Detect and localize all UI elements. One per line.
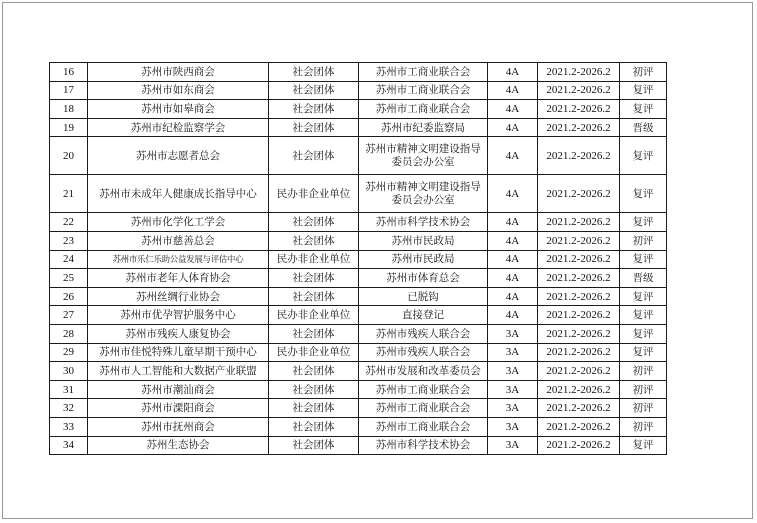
organization-type: 社会团体 [269,118,359,137]
row-number: 33 [50,417,88,436]
validity-period: 2021.2-2026.2 [538,417,620,436]
organization-name: 苏州市如皋商会 [88,100,269,119]
table-row [50,436,667,455]
organization-type: 民办非企业单位 [269,343,359,362]
rating-grade: 3A [488,380,538,399]
organization-type: 民办非企业单位 [269,306,359,325]
organization-type: 社会团体 [269,436,359,455]
supervising-unit: 苏州市工商业联合会 [359,81,488,100]
validity-period: 2021.2-2026.2 [538,100,620,119]
table-row [50,250,667,269]
row-number: 23 [50,231,88,250]
supervising-unit: 苏州市民政局 [359,231,488,250]
rating-grade: 4A [488,269,538,288]
row-number: 24 [50,250,88,269]
evaluation-type: 初评 [620,63,667,82]
rating-grade: 4A [488,287,538,306]
table-row [50,269,667,288]
organization-name: 苏州市化学化工学会 [88,213,269,232]
evaluation-type: 初评 [620,417,667,436]
organization-name: 苏州市溧阳商会 [88,399,269,418]
row-number: 31 [50,380,88,399]
organization-type: 社会团体 [269,417,359,436]
supervising-unit: 苏州市残疾人联合会 [359,324,488,343]
supervising-unit: 苏州市工商业联合会 [359,399,488,418]
validity-period: 2021.2-2026.2 [538,63,620,82]
row-number: 30 [50,362,88,381]
organization-type: 社会团体 [269,362,359,381]
supervising-unit: 苏州市工商业联合会 [359,63,488,82]
organization-name: 苏州市纪检监察学会 [88,118,269,137]
organization-name: 苏州市陕西商会 [88,63,269,82]
supervising-unit: 苏州市民政局 [359,250,488,269]
organization-name: 苏州市未成年人健康成长指导中心 [88,175,269,213]
evaluation-type: 初评 [620,399,667,418]
table-row [50,100,667,119]
evaluation-type: 复评 [620,306,667,325]
organization-type: 社会团体 [269,81,359,100]
validity-period: 2021.2-2026.2 [538,306,620,325]
organization-name: 苏州市老年人体育协会 [88,269,269,288]
supervising-unit: 苏州市精神文明建设指导委员会办公室 [359,137,488,175]
row-number: 20 [50,137,88,175]
table-row [50,118,667,137]
organization-name: 苏州市如东商会 [88,81,269,100]
rating-grade: 3A [488,324,538,343]
rating-grade: 3A [488,436,538,455]
table-row [50,81,667,100]
validity-period: 2021.2-2026.2 [538,287,620,306]
evaluation-type: 复评 [620,343,667,362]
rating-grade: 4A [488,81,538,100]
rating-grade: 4A [488,175,538,213]
rating-grade: 3A [488,399,538,418]
rating-grade: 4A [488,63,538,82]
validity-period: 2021.2-2026.2 [538,81,620,100]
table-row [50,417,667,436]
evaluation-type: 初评 [620,231,667,250]
organization-name: 苏州市残疾人康复协会 [88,324,269,343]
row-number: 27 [50,306,88,325]
organization-name: 苏州生态协会 [88,436,269,455]
table-row [50,137,667,175]
table-row [50,213,667,232]
supervising-unit: 苏州市残疾人联合会 [359,343,488,362]
validity-period: 2021.2-2026.2 [538,213,620,232]
validity-period: 2021.2-2026.2 [538,231,620,250]
organization-type: 社会团体 [269,213,359,232]
validity-period: 2021.2-2026.2 [538,380,620,399]
supervising-unit: 已脱钩 [359,287,488,306]
organization-name: 苏州市抚州商会 [88,417,269,436]
table-row [50,399,667,418]
evaluation-type: 初评 [620,362,667,381]
evaluation-type: 复评 [620,250,667,269]
validity-period: 2021.2-2026.2 [538,269,620,288]
rating-grade: 4A [488,137,538,175]
organization-name: 苏州市优孕智护服务中心 [88,306,269,325]
row-number: 17 [50,81,88,100]
organization-type: 社会团体 [269,287,359,306]
supervising-unit: 苏州市科学技术协会 [359,213,488,232]
supervising-unit: 苏州市工商业联合会 [359,100,488,119]
row-number: 21 [50,175,88,213]
organization-type: 社会团体 [269,269,359,288]
rating-grade: 4A [488,250,538,269]
row-number: 26 [50,287,88,306]
organization-type: 社会团体 [269,380,359,399]
rating-grade: 4A [488,118,538,137]
row-number: 32 [50,399,88,418]
table-row [50,175,667,213]
validity-period: 2021.2-2026.2 [538,436,620,455]
row-number: 22 [50,213,88,232]
organization-type: 社会团体 [269,399,359,418]
table-row [50,231,667,250]
organization-type: 社会团体 [269,231,359,250]
organization-name: 苏州市慈善总会 [88,231,269,250]
organization-rating-table [49,62,667,455]
organization-name: 苏州市志愿者总会 [88,137,269,175]
rating-grade: 4A [488,231,538,250]
evaluation-type: 复评 [620,137,667,175]
table-row [50,380,667,399]
supervising-unit: 苏州市工商业联合会 [359,417,488,436]
validity-period: 2021.2-2026.2 [538,324,620,343]
organization-name: 苏州市佳悦特殊儿童早期干预中心 [88,343,269,362]
supervising-unit: 苏州市体育总会 [359,269,488,288]
rating-grade: 3A [488,343,538,362]
rating-grade: 4A [488,213,538,232]
rating-grade: 4A [488,306,538,325]
evaluation-type: 复评 [620,287,667,306]
table-row [50,362,667,381]
table-row [50,306,667,325]
rating-grade: 3A [488,417,538,436]
validity-period: 2021.2-2026.2 [538,362,620,381]
organization-type: 社会团体 [269,63,359,82]
rating-grade: 3A [488,362,538,381]
supervising-unit: 苏州市科学技术协会 [359,436,488,455]
organization-type: 民办非企业单位 [269,250,359,269]
organization-type: 社会团体 [269,324,359,343]
validity-period: 2021.2-2026.2 [538,175,620,213]
supervising-unit: 苏州市工商业联合会 [359,380,488,399]
table-row [50,324,667,343]
organization-name: 苏州市人工智能和大数据产业联盟 [88,362,269,381]
row-number: 28 [50,324,88,343]
supervising-unit: 直接登记 [359,306,488,325]
validity-period: 2021.2-2026.2 [538,399,620,418]
rating-grade: 4A [488,100,538,119]
organization-name: 苏州市乐仁乐助公益发展与评估中心 [88,250,269,269]
table-row [50,287,667,306]
evaluation-type: 晋级 [620,118,667,137]
evaluation-type: 复评 [620,81,667,100]
evaluation-type: 复评 [620,175,667,213]
evaluation-type: 初评 [620,380,667,399]
table-row [50,343,667,362]
organization-type: 民办非企业单位 [269,175,359,213]
row-number: 19 [50,118,88,137]
validity-period: 2021.2-2026.2 [538,343,620,362]
evaluation-type: 复评 [620,213,667,232]
supervising-unit: 苏州市精神文明建设指导委员会办公室 [359,175,488,213]
evaluation-type: 复评 [620,436,667,455]
organization-name: 苏州丝绸行业协会 [88,287,269,306]
validity-period: 2021.2-2026.2 [538,250,620,269]
organization-type: 社会团体 [269,100,359,119]
evaluation-type: 晋级 [620,269,667,288]
row-number: 29 [50,343,88,362]
organization-name: 苏州市潮汕商会 [88,380,269,399]
row-number: 16 [50,63,88,82]
validity-period: 2021.2-2026.2 [538,137,620,175]
row-number: 25 [50,269,88,288]
validity-period: 2021.2-2026.2 [538,118,620,137]
table-row [50,63,667,82]
evaluation-type: 复评 [620,324,667,343]
row-number: 18 [50,100,88,119]
organization-type: 社会团体 [269,137,359,175]
evaluation-type: 复评 [620,100,667,119]
supervising-unit: 苏州市发展和改革委员会 [359,362,488,381]
row-number: 34 [50,436,88,455]
supervising-unit: 苏州市纪委监察局 [359,118,488,137]
